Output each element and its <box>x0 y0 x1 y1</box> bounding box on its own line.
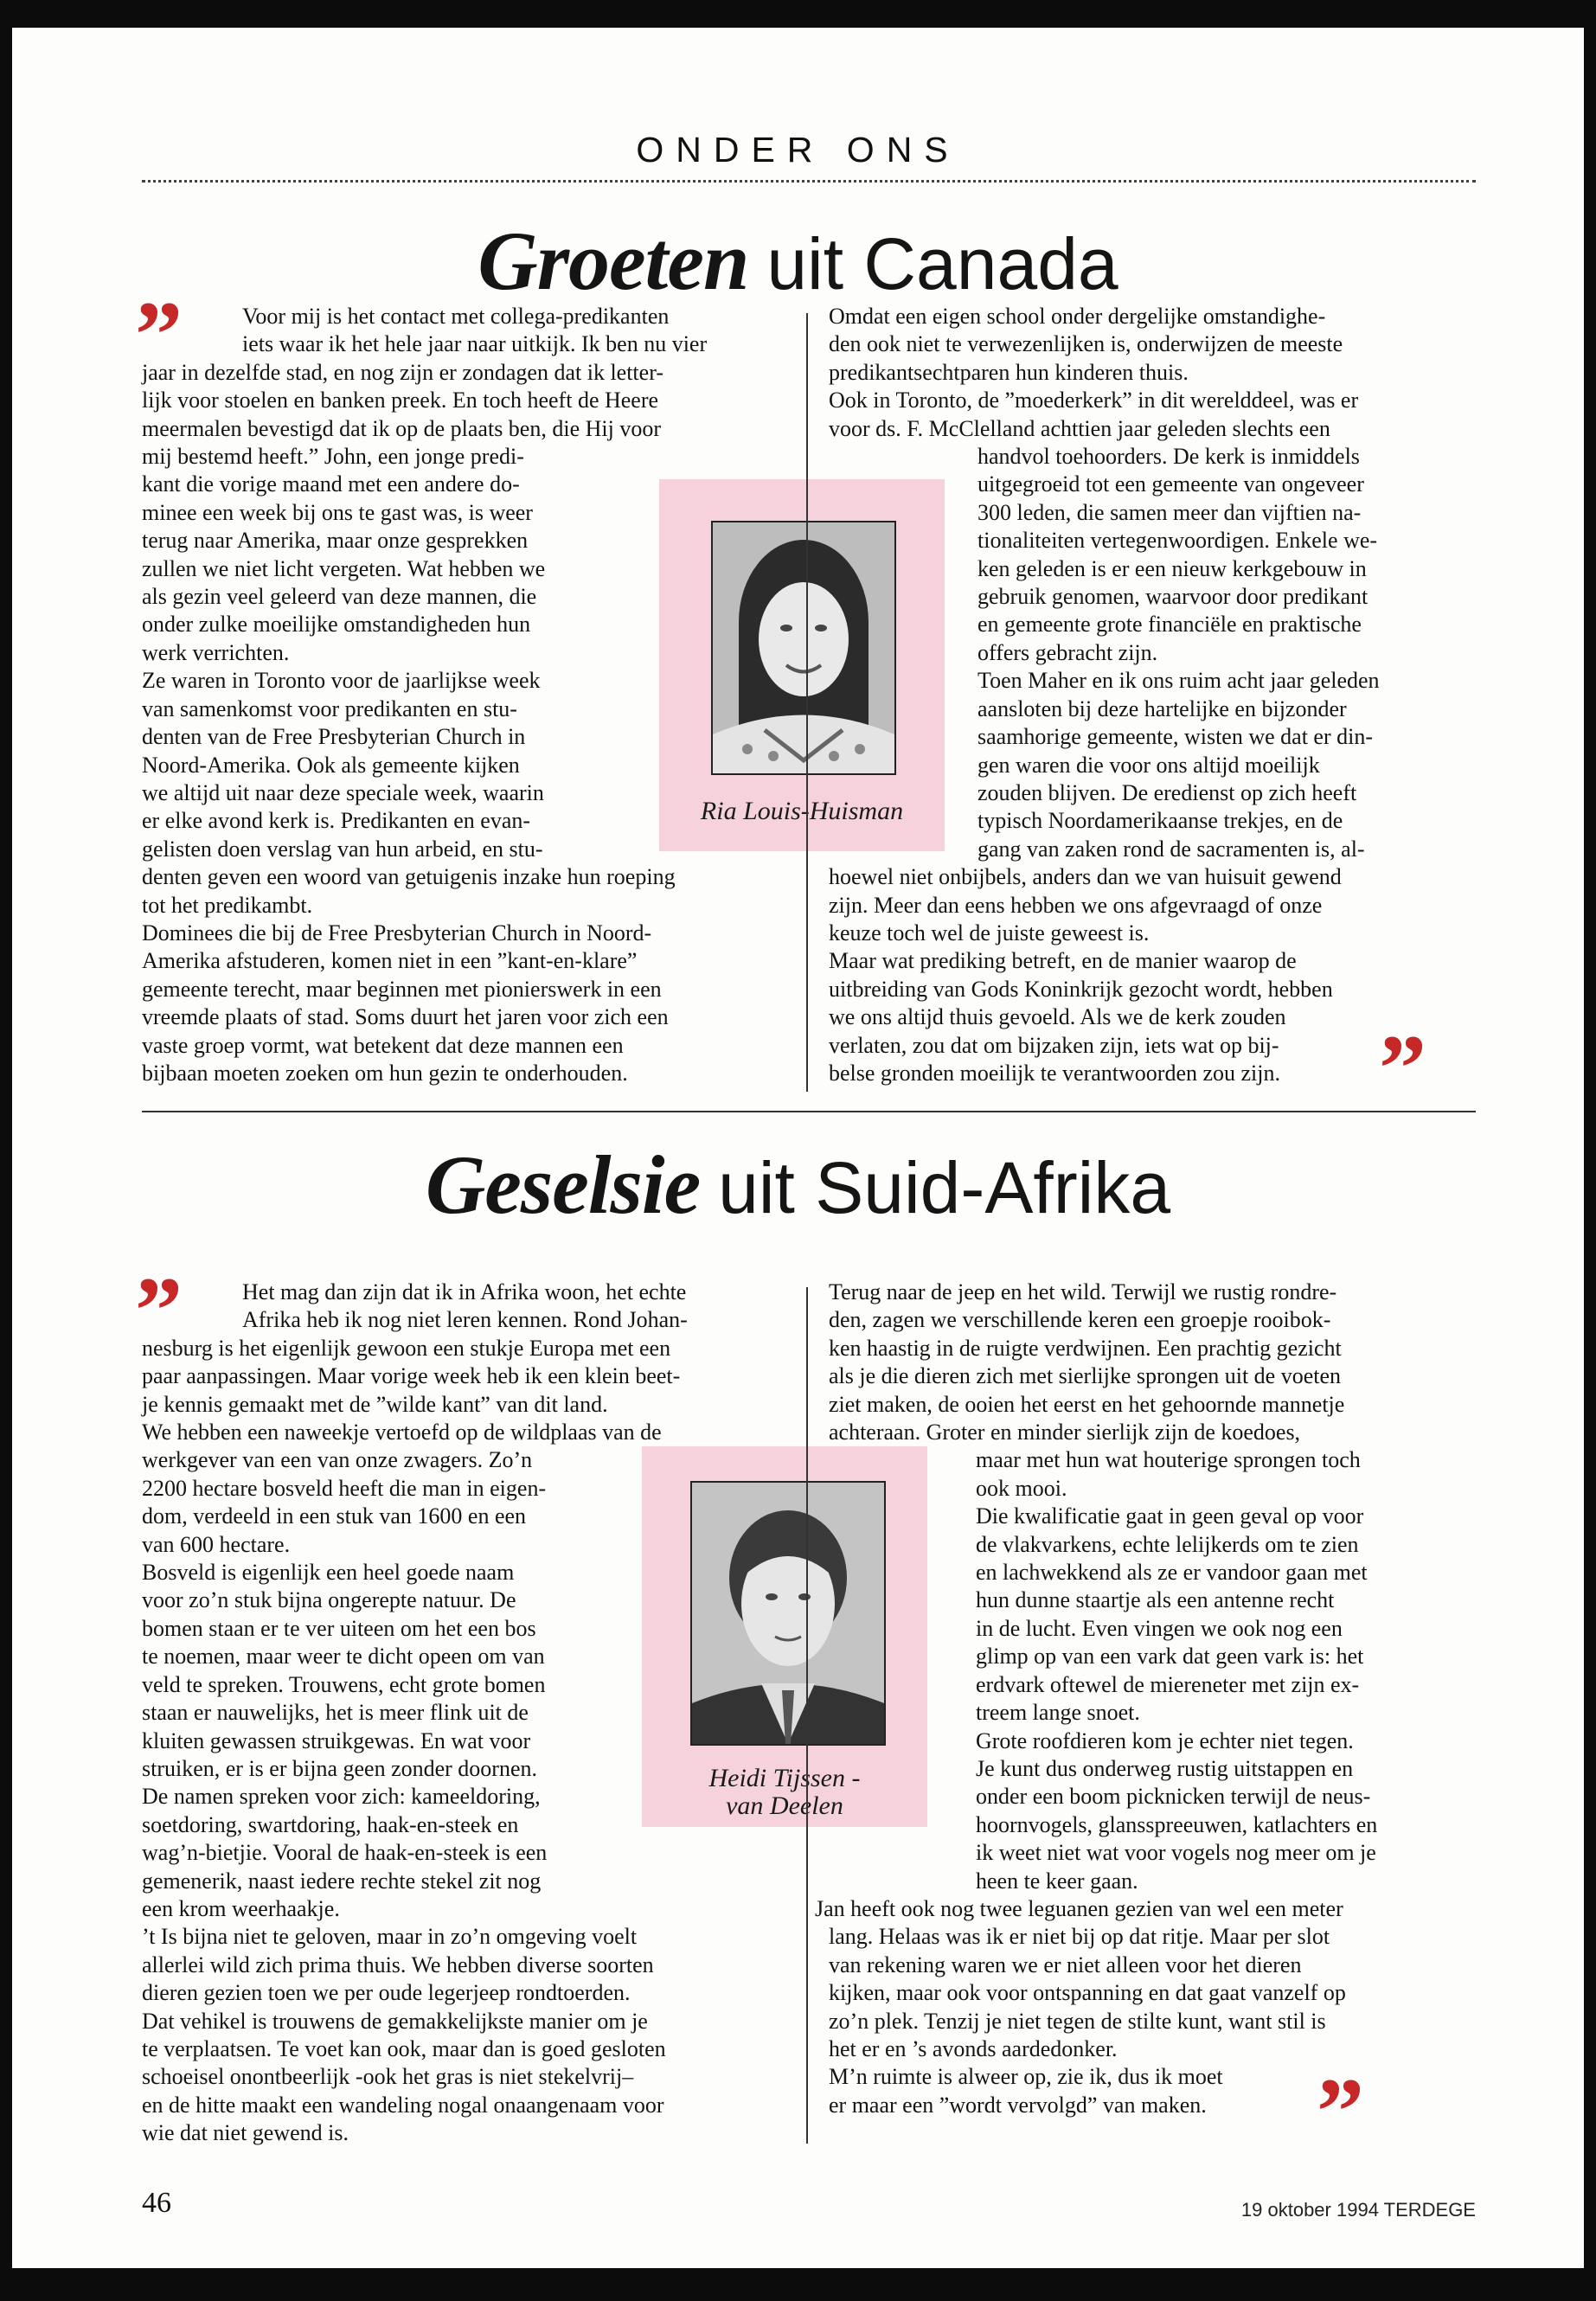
paragraph-line: en de hitte maakt een wandeling nogal onaangenaam voor <box>142 2092 664 2118</box>
paragraph-line: handvol toehoorders. De kerk is inmiddels <box>977 444 1360 470</box>
article-separator <box>142 1111 1476 1112</box>
paragraph-line: zullen we niet licht vergeten. Wat hebben we <box>142 555 546 581</box>
paragraph-line: gang van zaken rond de sacramenten is, al- <box>977 836 1365 862</box>
paragraph-line: ’t Is bijna niet te geloven, maar in zo’n omgeving voelt <box>142 1924 638 1950</box>
article2-column-right <box>815 1279 1486 2119</box>
paragraph-line: we altijd uit naar deze speciale week, waarin <box>142 779 544 805</box>
article1-title <box>12 215 1584 307</box>
paragraph-line: lijk voor stoelen en banken preek. En toch heeft de Heere <box>142 388 659 413</box>
paragraph-line: aansloten bij deze hartelijke en bijzonder <box>977 695 1347 721</box>
paragraph-line: terug naar Amerika, maar onze gesprekken <box>142 528 529 554</box>
paragraph-line: onder zulke moeilijke omstandigheden hun <box>142 612 531 638</box>
paragraph-line: Toen Maher en ik ons ruim acht jaar geleden <box>977 668 1380 694</box>
paragraph-line: ken geleden is er een nieuw kerkgebouw in <box>977 555 1367 581</box>
article2-caption-line1: Heidi Tijssen - <box>708 1764 861 1792</box>
paragraph-line: van rekening waren we er niet alleen voor het dieren <box>829 1952 1302 1977</box>
paragraph-line: voor ds. F. McClelland achttien jaar geleden slechts een <box>829 415 1330 441</box>
article1-title-rest: uit Canada <box>766 223 1118 304</box>
paragraph-line: en gemeente grote financiële en praktische <box>977 612 1362 638</box>
article1-title-em: Groeten <box>478 215 749 307</box>
paragraph-line: schoeisel onontbeerlijk -ook het gras is niet stekelvrij– <box>142 2064 634 2090</box>
paragraph-line: mij bestemd heeft.” John, een jonge predi- <box>142 444 524 470</box>
paragraph-line: kluiten gewassen struikgewas. En wat voor <box>142 1727 531 1753</box>
section-header: ONDER ONS <box>636 130 960 170</box>
paragraph-line: gebruik genomen, waarvoor door predikant <box>977 584 1368 610</box>
paragraph-line: achteraan. Groter en minder sierlijk zijn de koedoes, <box>829 1420 1301 1445</box>
paragraph-line: er elke avond kerk is. Predikanten en evan- <box>142 808 531 834</box>
paragraph-line: voor zo’n stuk bijna ongerepte natuur. De <box>142 1587 516 1613</box>
paragraph-line: 2200 hectare bosveld heeft die man in eigen- <box>142 1475 547 1501</box>
paragraph-line: saamhorige gemeente, wisten we dat er din- <box>977 724 1373 750</box>
paragraph-line: heen te keer gaan. <box>976 1868 1138 1894</box>
paragraph-line: werkgever van een van onze zwagers. Zo’n <box>142 1447 533 1473</box>
paragraph-line: soetdoring, swartdoring, haak-en-steek en <box>142 1811 519 1837</box>
paragraph-line: gemenerik, naast iedere rechte stekel zit nog <box>142 1868 542 1894</box>
paragraph-line: Jan heeft ook nog twee leguanen gezien van wel een meter <box>815 1895 1343 1921</box>
paragraph-line: ziet maken, de ooien het eerst en het gehoornde mannetje <box>829 1391 1345 1417</box>
paragraph-line: staan er nauwelijks, het is meer flink uit de <box>142 1700 529 1726</box>
paragraph-line: kant die vorige maand met een andere do- <box>142 471 520 497</box>
paragraph-line: We hebben een naweekje vertoefd op de wildplaas van de <box>142 1420 662 1445</box>
paragraph-line: offers gebracht zijn. <box>977 639 1158 665</box>
paragraph-line: glimp op van een vark dat geen vark is: het <box>976 1644 1364 1670</box>
paragraph-line: dom, verdeeld in een stuk van 1600 en een <box>142 1503 527 1529</box>
paragraph-line: nesburg is het eigenlijk gewoon een stukje Europa met een <box>142 1335 671 1361</box>
paragraph-line: te noemen, maar weer te dicht opeen om van <box>142 1644 545 1670</box>
paragraph-line: zo’n plek. Tenzij je niet tegen de stilte kunt, want stil is <box>829 2008 1326 2034</box>
paragraph-line: gemeente terecht, maar beginnen met pionierswerk in een <box>142 976 662 1002</box>
paragraph-line: gen waren die voor ons altijd moeilijk <box>977 752 1320 778</box>
paragraph-line: onder een boom picknicken terwijl de neus- <box>976 1784 1371 1810</box>
article1-column-left <box>142 303 799 1087</box>
footer-publication-date: 19 oktober 1994 TERDEGE <box>1240 2199 1476 2221</box>
paragraph-line: belse gronden moeilijk te verantwoorden zou zijn. <box>829 1060 1281 1086</box>
paragraph-line: denten geven een woord van getuigenis inzake hun roeping <box>142 864 676 890</box>
paragraph-line: zouden blijven. De eredienst op zich heeft <box>977 779 1357 805</box>
paragraph-line: Amerika afstuderen, komen niet in een ”kant-en-klare” <box>142 948 638 974</box>
article1-column-right <box>829 303 1486 1087</box>
paragraph-line: den ook niet te verwezenlijken is, onderwijzen de meeste <box>829 331 1343 357</box>
paragraph-line: 300 leden, die samen meer dan vijftien na- <box>977 499 1362 525</box>
paragraph-line: er maar een ”wordt vervolgd” van maken. <box>829 2092 1207 2118</box>
article1-caption: Ria Louis-Huisman <box>700 797 904 825</box>
paragraph-line: Grote roofdieren kom je echter niet tegen. <box>976 1727 1354 1753</box>
header-dotted-rule <box>142 180 1476 183</box>
article2-caption-line2: van Deelen <box>726 1791 843 1820</box>
paragraph-line: Die kwalificatie gaat in geen geval op voor <box>976 1503 1364 1529</box>
paragraph-line: Dominees die bij de Free Presbyterian Church in Noord- <box>142 920 652 945</box>
paragraph-line: en lachwekkend als ze er vandoor gaan met <box>976 1560 1368 1586</box>
paragraph-line: Dat vehikel is trouwens de gemakkelijkste manier om je <box>142 2008 648 2034</box>
paragraph-line: dieren gezien toen we per oude legerjeep rondtoerden. <box>142 1980 631 2006</box>
paragraph-line: Omdat een eigen school onder dergelijke omstandighe- <box>829 304 1326 329</box>
paragraph-line: wag’n-bietjie. Vooral de haak-en-steek is een <box>142 1840 548 1866</box>
paragraph-line: de vlakvarkens, echte lelijkerds om te zien <box>976 1531 1359 1557</box>
paragraph-line: den, zagen we verschillende keren een groepje rooibok- <box>829 1307 1331 1333</box>
paragraph-line: uitbreiding van Gods Koninkrijk gezocht wordt, hebben <box>829 976 1333 1002</box>
paragraph-line: tot het predikambt. <box>142 892 313 918</box>
paragraph-line: Ook in Toronto, de ”moederkerk” in dit werelddeel, was er <box>829 388 1359 413</box>
paragraph-line: allerlei wild zich prima thuis. We hebben diverse soorten <box>142 1952 654 1977</box>
paragraph-line: minee een week bij ons te gast was, is weer <box>142 499 533 525</box>
paragraph-line: struiken, er is er bijna geen zonder doornen. <box>142 1755 538 1781</box>
article2-column-left <box>142 1279 799 2148</box>
paragraph-line: vaste groep vormt, wat betekent dat deze mannen een <box>142 1032 624 1058</box>
paragraph-line: treem lange snoet. <box>976 1700 1140 1726</box>
paragraph-line: bomen staan er te ver uiteen om het een bos <box>142 1615 536 1641</box>
paragraph-line: als gezin veel geleerd van deze mannen, die <box>142 584 537 610</box>
paragraph-line: lang. Helaas was ik er niet bij op dat ritje. Maar per slot <box>829 1924 1330 1950</box>
article1-column-divider <box>806 313 808 1092</box>
paragraph-line: maar met hun wat houterige sprongen toch <box>976 1447 1361 1473</box>
paragraph-line: Ze waren in Toronto voor de jaarlijkse week <box>142 668 541 694</box>
paragraph-line: paar aanpassingen. Maar vorige week heb ik een klein beet- <box>142 1363 681 1389</box>
paragraph-line: hoewel niet onbijbels, anders dan we van huisuit gewend <box>829 864 1342 890</box>
paragraph-line: keuze toch wel de juiste geweest is. <box>829 920 1150 945</box>
paragraph-line: verlaten, zou dat om bijzaken zijn, iets wat op bij- <box>829 1032 1279 1058</box>
paragraph-line: we ons altijd thuis gevoeld. Als we de kerk zouden <box>829 1004 1286 1030</box>
paragraph-line: Voor mij is het contact met collega-predikanten <box>242 304 670 329</box>
paragraph-line: in de lucht. Even vingen we ook nog een <box>976 1615 1343 1641</box>
paragraph-line: Bosveld is eigenlijk een heel goede naam <box>142 1560 515 1586</box>
paragraph-line: vreemde plaats of stad. Soms duurt het jaren voor zich een <box>142 1004 669 1030</box>
paragraph-line: van samenkomst voor predikanten en stu- <box>142 695 517 721</box>
article2-title <box>12 1138 1584 1231</box>
paragraph-line: Het mag dan zijn dat ik in Afrika woon, het echte <box>242 1279 687 1304</box>
paragraph-line: je kennis gemaakt met de ”wilde kant” van dit land. <box>142 1391 608 1417</box>
paragraph-line: typisch Noordamerikaanse trekjes, en de <box>977 808 1343 834</box>
paragraph-line: Maar wat prediking betreft, en de manier waarop de <box>829 948 1297 974</box>
paragraph-line: denten van de Free Presbyterian Church in <box>142 724 526 750</box>
paragraph-line: kijken, maar ook voor ontspanning en dat gaat vanzelf op <box>829 1980 1346 2006</box>
paragraph-line: ook mooi. <box>976 1475 1067 1501</box>
paragraph-line: ik weet niet wat voor vogels nog meer om je <box>976 1840 1376 1866</box>
paragraph-line: Noord-Amerika. Ook als gemeente kijken <box>142 752 520 778</box>
paragraph-line: bijbaan moeten zoeken om hun gezin te onderhouden. <box>142 1060 628 1086</box>
paragraph-line: jaar in dezelfde stad, en nog zijn er zondagen dat ik letter- <box>142 359 663 385</box>
paragraph-line: Afrika heb ik nog niet leren kennen. Rond Johan- <box>242 1307 688 1333</box>
paragraph-line: meermalen bevestigd dat ik op de plaats ben, die Hij voor <box>142 415 661 441</box>
paragraph-line: zijn. Meer dan eens hebben we ons afgevraagd of onze <box>829 892 1323 918</box>
paragraph-line: hun dunne staartje als een antenne recht <box>976 1587 1335 1613</box>
paragraph-line: als je die dieren zich met sierlijke sprongen uit de voeten <box>829 1363 1342 1389</box>
paragraph-line: veld te spreken. Trouwens, echt grote bomen <box>142 1671 546 1697</box>
paragraph-line: M’n ruimte is alweer op, zie ik, dus ik moet <box>829 2064 1223 2090</box>
article1-close-quote: ” <box>1379 1016 1426 1121</box>
article1-open-quote: ” <box>135 282 183 388</box>
paragraph-line: hoornvogels, glansspreeuwen, katlachters en <box>976 1811 1378 1837</box>
article2-column-divider <box>806 1287 808 2144</box>
paragraph-line: De namen spreken voor zich: kameeldoring, <box>142 1784 541 1810</box>
article2-title-em: Geselsie <box>425 1138 701 1231</box>
paragraph-line: tionaliteiten vertegenwoordigen. Enkele we- <box>977 528 1378 554</box>
magazine-page <box>12 28 1584 2268</box>
paragraph-line: erdvark oftewel de miereneter met zijn ex- <box>976 1671 1360 1697</box>
paragraph-line: predikantsechtparen hun kinderen thuis. <box>829 359 1189 385</box>
paragraph-line: wie dat niet gewend is. <box>142 2120 349 2146</box>
paragraph-line: een krom weerhaakje. <box>142 1895 340 1921</box>
paragraph-line: van 600 hectare. <box>142 1531 291 1557</box>
paragraph-line: Terug naar de jeep en het wild. Terwijl we rustig rondre- <box>829 1279 1337 1304</box>
paragraph-line: werk verrichten. <box>142 639 290 665</box>
paragraph-line: iets waar ik het hele jaar naar uitkijk. Ik ben nu vier <box>242 331 708 357</box>
article2-close-quote: ” <box>1317 2059 1364 2164</box>
article2-open-quote: ” <box>135 1258 183 1363</box>
paragraph-line: Je kunt dus onderweg rustig uitstappen en <box>976 1755 1354 1781</box>
paragraph-line: ken haastig in de ruigte verdwijnen. Een prachtig gezicht <box>829 1335 1342 1361</box>
paragraph-line: te verplaatsen. Te voet kan ook, maar dan is goed gesloten <box>142 2035 666 2061</box>
page-number: 46 <box>142 2187 171 2219</box>
article2-title-rest: uit Suid-Afrika <box>718 1147 1171 1228</box>
paragraph-line: het er en ’s avonds aardedonker. <box>829 2035 1118 2061</box>
paragraph-line: uitgegroeid tot een gemeente van ongeveer <box>977 471 1364 497</box>
paragraph-line: gelisten doen verslag van hun arbeid, en stu- <box>142 836 543 862</box>
